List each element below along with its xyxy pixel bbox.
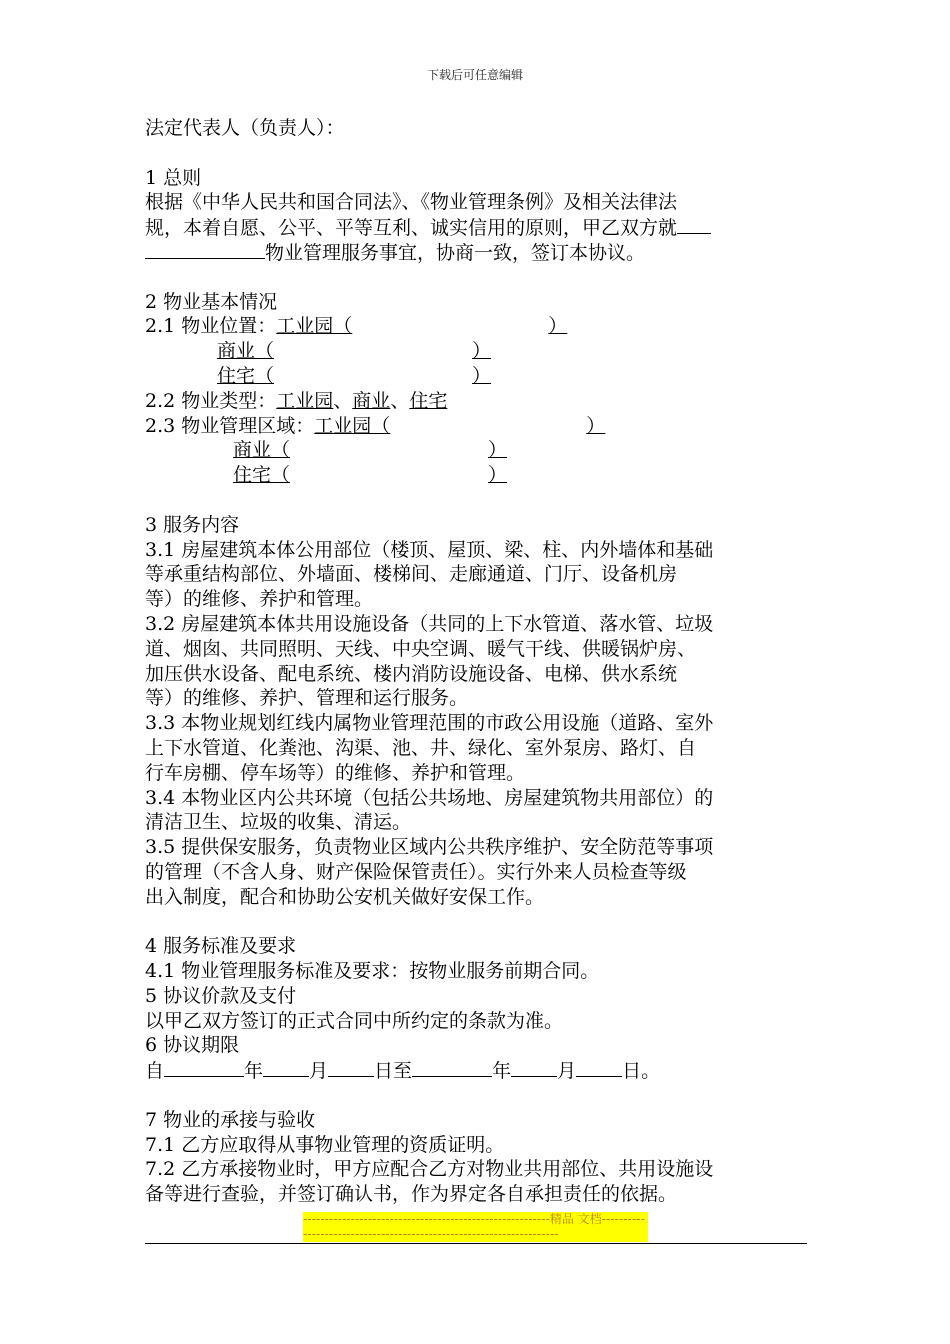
clause-4-1: 4.1 物业管理服务标准及要求：按物业服务前期合同。 bbox=[145, 960, 600, 983]
area-industrial: 工业园（ bbox=[314, 414, 391, 437]
option-industrial: 工业园（ ） bbox=[276, 315, 568, 338]
clause-3-1-line: 3.1 房屋建筑本体公用部位（楼顶、屋顶、梁、柱、内外墙体和基础 bbox=[145, 538, 714, 561]
clause-3-1-line: 等）的维修、养护和管理。 bbox=[145, 588, 374, 611]
field-label: 2.3 物业管理区域： bbox=[145, 414, 315, 437]
clause-3-3-line: 上下水管道、化粪池、沟渠、池、井、绿化、室外泵房、路灯、自 bbox=[145, 736, 697, 759]
section-2-1-commercial: 商业（ ） bbox=[217, 340, 492, 363]
clause-3-2-line: 加压供水设备、配电系统、楼内消防设施设备、电梯、供水系统 bbox=[145, 662, 678, 685]
section-4-title: 4 服务标准及要求 bbox=[145, 935, 297, 958]
clause-3-3-line: 3.3 本物业规划红线内属物业管理范围的市政公用设施（道路、室外 bbox=[145, 712, 714, 735]
area-residential: 住宅（ bbox=[233, 464, 291, 487]
section-5-title: 5 协议价款及支付 bbox=[145, 984, 297, 1007]
field-label: 2.1 物业位置： bbox=[145, 315, 277, 338]
blank-field bbox=[328, 1058, 374, 1077]
type-commercial: 商业 bbox=[352, 389, 391, 412]
clause-3-2-line: 等）的维修、养护、管理和运行服务。 bbox=[145, 687, 469, 710]
section-2-3-residential: 住宅（ ） bbox=[233, 464, 508, 487]
section-2-1-residential: 住宅（ ） bbox=[217, 364, 492, 387]
section-1-line-2 bbox=[145, 215, 810, 240]
clause-3-5-line: 3.5 提供保安服务，负责物业区域内公共秩序维护、安全防范等事项 bbox=[145, 836, 714, 859]
section-6-title: 6 协议期限 bbox=[145, 1034, 240, 1057]
clause-3-2-line: 道、烟囱、共同照明、天线、中央空调、暖气干线、供暖锅炉房、 bbox=[145, 637, 697, 660]
blank-field bbox=[412, 1058, 492, 1077]
clause-3-4-line: 清洁卫生、垃圾的收集、清运。 bbox=[145, 811, 412, 834]
section-3-title: 3 服务内容 bbox=[145, 513, 240, 536]
blank-field bbox=[164, 1058, 244, 1077]
blank-field bbox=[263, 1058, 309, 1077]
section-2-1 bbox=[145, 314, 810, 339]
page-header: 下载后可任意编辑 bbox=[426, 68, 523, 82]
type-residential: 住宅 bbox=[409, 389, 448, 412]
area-commercial: 商业（ bbox=[233, 439, 291, 462]
footer-divider bbox=[145, 1243, 807, 1244]
section-7-title: 7 物业的承接与验收 bbox=[145, 1108, 316, 1131]
section-1-line-3-text: 物业管理服务事宜，协商一致，签订本协议。 bbox=[265, 241, 646, 264]
clause-3-3-line: 行车房棚、停车场等）的维修、养护和管理。 bbox=[145, 761, 526, 784]
footer-watermark: ---------------------------------------------------------精品 文档--------------------------------------------------------------------- bbox=[303, 1212, 648, 1242]
section-1-line-1: 根据《中华人民共和国合同法》、《物业管理条例》及相关法律法 bbox=[145, 191, 678, 214]
field-label: 2.2 物业类型： bbox=[145, 389, 277, 412]
section-2-title: 2 物业基本情况 bbox=[145, 290, 278, 313]
clause-3-2-line: 3.2 房屋建筑本体共用设施设备（共同的上下水管道、落水管、垃圾 bbox=[145, 612, 714, 635]
section-2-3-commercial: 商业（ ） bbox=[233, 439, 508, 462]
representative-line: 法定代表人（负责人）： bbox=[145, 117, 345, 139]
clause-7-1: 7.1 乙方应取得从事物业管理的资质证明。 bbox=[145, 1133, 505, 1156]
section-1-line-3 bbox=[145, 240, 810, 265]
option-residential: 住宅（ bbox=[217, 364, 275, 387]
document-body bbox=[145, 116, 810, 1207]
clause-3-5-line: 的管理（不含人身、财产保险保管责任）。实行外来人员检查等级 bbox=[145, 860, 687, 883]
section-2-2: 2.2 物业类型：工业园、商业、住宅 bbox=[145, 389, 448, 412]
type-industrial: 工业园 bbox=[276, 389, 334, 412]
section-1-line-2-text: 规，本着自愿、公平、平等互利、诚实信用的原则，甲乙双方就 bbox=[145, 217, 678, 240]
blank-field bbox=[145, 240, 265, 259]
clause-3-5-line: 出入制度，配合和协助公安机关做好安保工作。 bbox=[145, 885, 545, 908]
blank-field bbox=[677, 215, 711, 234]
clause-5-text: 以甲乙双方签订的正式合同中所约定的条款为准。 bbox=[145, 1009, 564, 1032]
blank-field bbox=[576, 1058, 622, 1077]
clause-7-2-line: 7.2 乙方承接物业时，甲方应配合乙方对物业共用部位、共用设施设 bbox=[145, 1158, 714, 1181]
clause-3-4-line: 3.4 本物业区内公共环境（包括公共场地、房屋建筑物共用部位）的 bbox=[145, 786, 714, 809]
clause-7-2-line: 备等进行查验，并签订确认书，作为界定各自承担责任的依据。 bbox=[145, 1183, 678, 1206]
clause-3-1-line: 等承重结构部位、外墙面、楼梯间、走廊通道、门厅、设备机房 bbox=[145, 563, 678, 586]
section-1-title: 1 总则 bbox=[145, 166, 202, 189]
option-commercial: 商业（ bbox=[217, 340, 275, 363]
blank-field bbox=[511, 1058, 557, 1077]
term-line: 自 年 月 日至 年 月 日。 bbox=[145, 1060, 661, 1083]
section-2-3: 2.3 物业管理区域：工业园（ ） bbox=[145, 414, 606, 437]
